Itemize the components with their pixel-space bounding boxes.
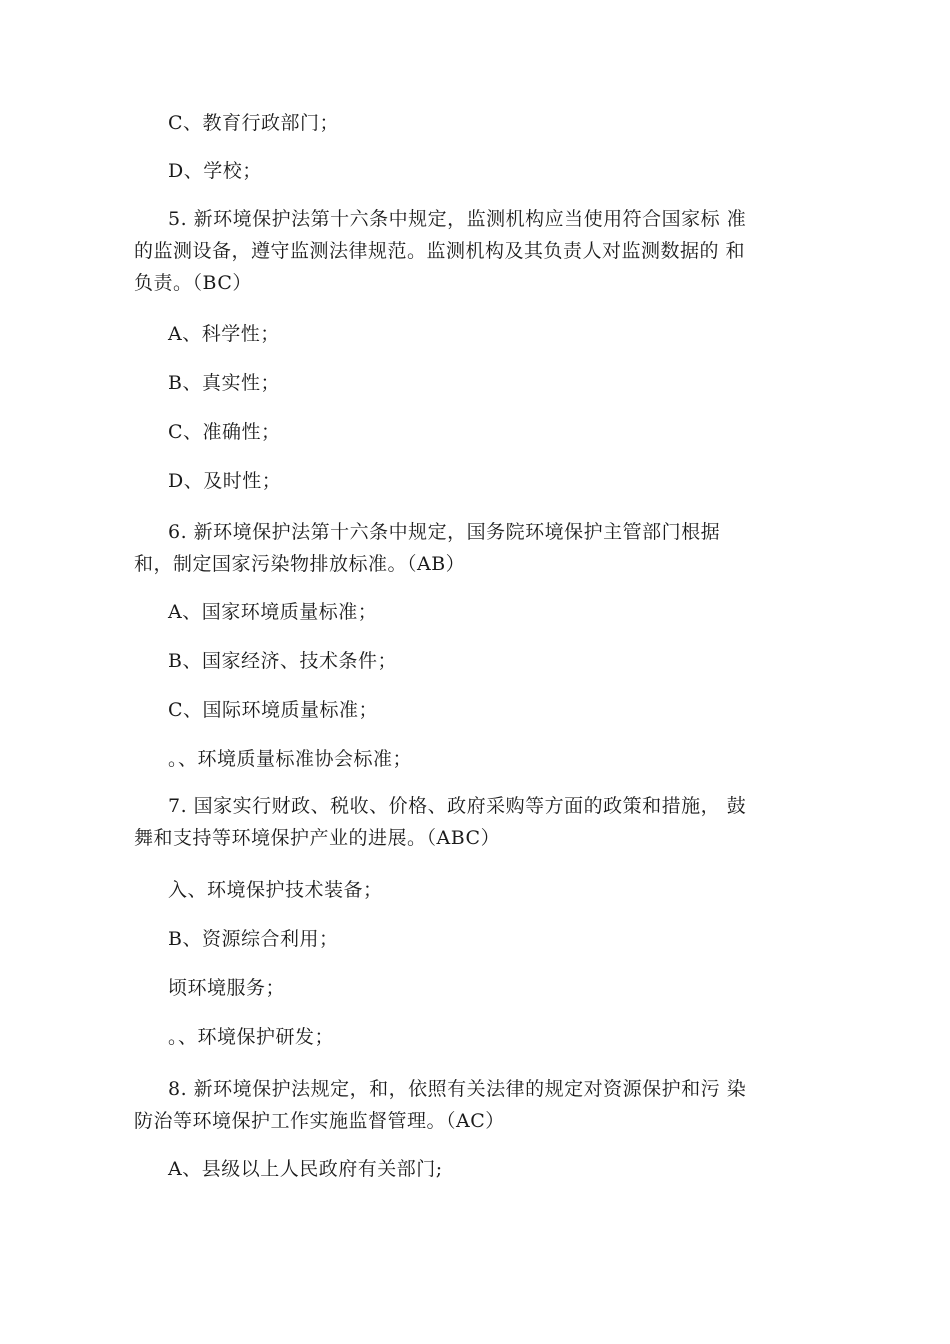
- question-5-line-2: 的监测设备，遵守监测法律规范。监测机构及其负责人对监测数据的 和: [134, 240, 746, 262]
- q6-option-a: A、国家环境质量标准；: [168, 601, 378, 623]
- q7-option-c: 顷环境服务；: [168, 977, 286, 999]
- q6-option-c: C、国际环境质量标准；: [168, 699, 379, 721]
- question-6-line-1: 6. 新环境保护法第十六条中规定，国务院环境保护主管部门根据: [168, 521, 721, 543]
- question-8: [134, 1073, 824, 1137]
- question-8-line-1: 8. 新环境保护法规定，和，依照有关法律的规定对资源保护和污 染: [168, 1078, 747, 1100]
- question-8-line-2: 防治等环境保护工作实施监督管理。（AC）: [134, 1110, 505, 1132]
- question-5: [134, 203, 824, 299]
- question-7-line-2: 舞和支持等环境保护产业的进展。（ABC）: [134, 827, 501, 849]
- q7-option-a: 入、环境保护技术装备；: [168, 879, 383, 901]
- q5-option-b: B、真实性；: [168, 372, 280, 394]
- option-d-school: D、学校；: [168, 160, 262, 182]
- question-5-line-3: 负责。（BC）: [134, 272, 252, 294]
- q5-option-c: C、准确性；: [168, 421, 281, 443]
- question-7: [134, 790, 824, 854]
- q8-option-a: A、县级以上人民政府有关部门;: [168, 1158, 443, 1180]
- question-5-line-1: 5. 新环境保护法第十六条中规定，监测机构应当使用符合国家标 准: [168, 208, 747, 230]
- question-7-line-1: 7. 国家实行财政、税收、价格、政府采购等方面的政策和措施， 鼓: [168, 795, 747, 817]
- q6-option-b: B、国家经济、技术条件；: [168, 650, 397, 672]
- option-c-education-dept: C、教育行政部门；: [168, 112, 340, 134]
- question-6: [134, 516, 824, 580]
- q7-option-d: 。、环境保护研发；: [168, 1026, 335, 1048]
- q7-option-b: B、资源综合利用；: [168, 928, 339, 950]
- q6-option-d: 。、环境质量标准协会标准；: [168, 748, 413, 770]
- question-6-line-2: 和，制定国家污染物排放标准。（AB）: [134, 553, 466, 575]
- q5-option-d: D、及时性；: [168, 470, 282, 492]
- q5-option-a: A、科学性；: [168, 323, 280, 345]
